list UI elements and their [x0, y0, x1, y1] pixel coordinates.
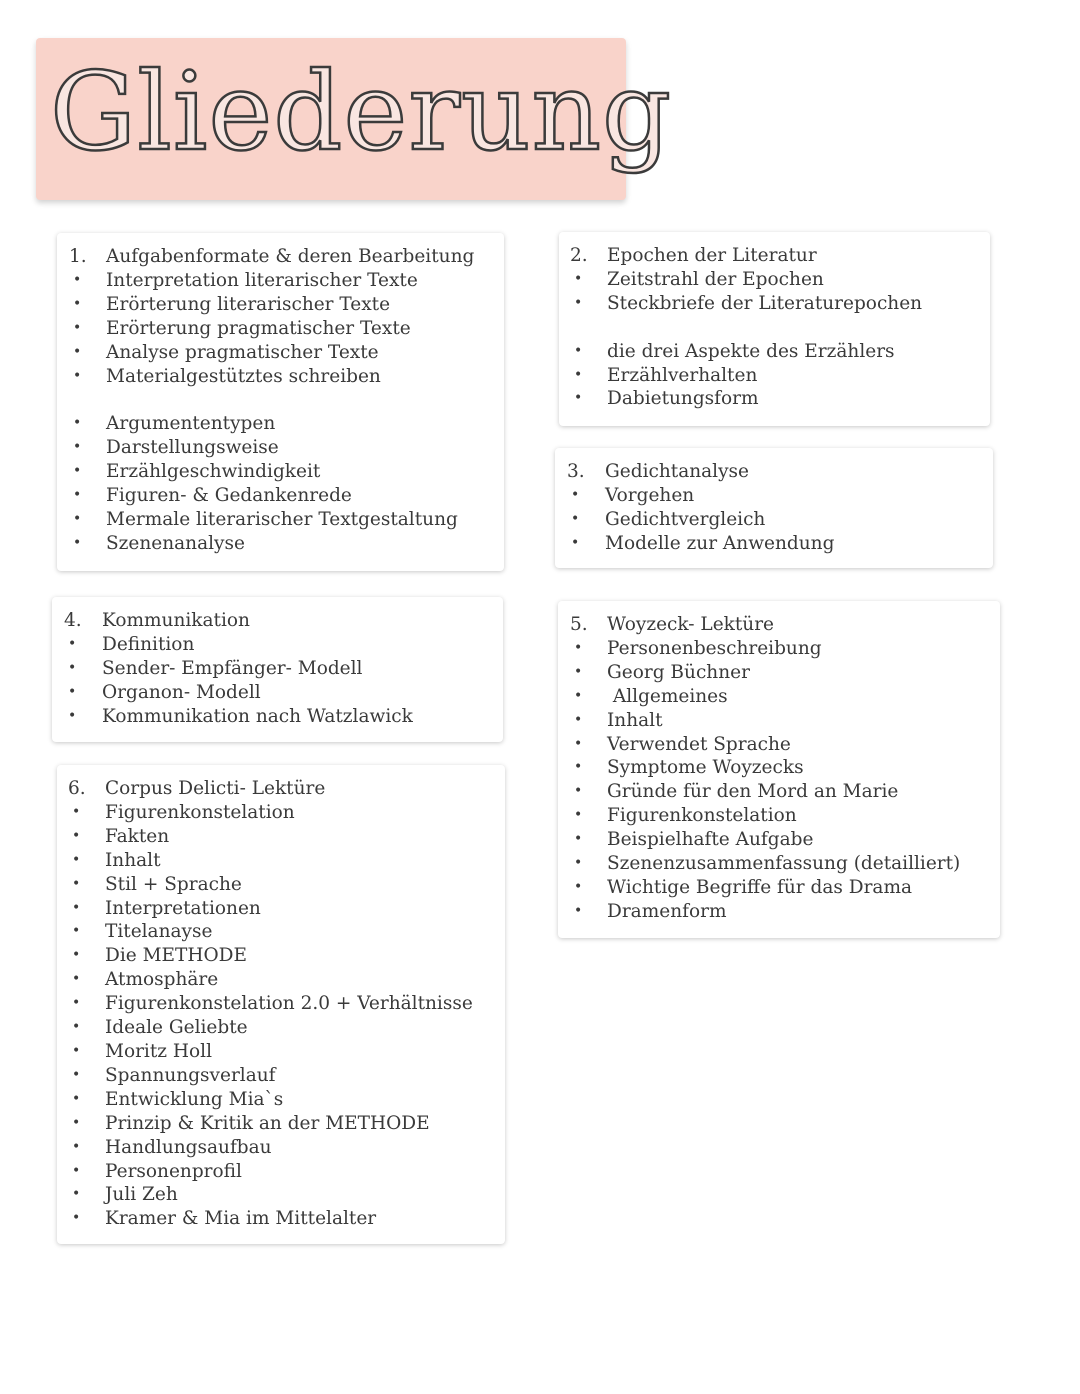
- bullet-icon: •: [574, 855, 583, 872]
- list-item-label: Szenenzusammenfassung (detailliert): [607, 853, 961, 875]
- section-number: 6.: [68, 778, 86, 799]
- bullet-icon: •: [571, 510, 580, 527]
- list-item-label: Materialgestütztes schreiben: [106, 365, 381, 387]
- section-card-3: [555, 448, 993, 568]
- list-item-label: Moritz Holl: [105, 1040, 213, 1062]
- bullet-icon: •: [73, 439, 82, 456]
- list-item-label: Analyse pragmatischer Texte: [106, 341, 379, 363]
- list-item-label: Erzählgeschwindigkeit: [106, 461, 321, 483]
- section-card-2: [559, 232, 990, 426]
- list-item: [68, 968, 505, 992]
- bullet-icon: •: [574, 390, 583, 407]
- list-item-label: die drei Aspekte des Erzählers: [607, 340, 895, 362]
- list-item: [570, 637, 1000, 661]
- list-item: [570, 268, 990, 292]
- topic-list: [570, 268, 990, 411]
- list-item-label: Interpretationen: [105, 897, 261, 919]
- section-heading: [69, 245, 504, 269]
- list-item: [69, 269, 504, 293]
- section-number: 5.: [570, 614, 588, 635]
- list-item: [570, 804, 1000, 828]
- list-item: [69, 436, 504, 460]
- bullet-icon: •: [72, 1019, 81, 1036]
- list-item-label: Gründe für den Mord an Marie: [607, 781, 899, 803]
- list-item-label: Gedichtvergleich: [605, 508, 766, 530]
- list-item: [68, 944, 505, 968]
- section-card-5: [558, 601, 1000, 938]
- list-item: [64, 705, 503, 729]
- section-title: Epochen der Literatur: [607, 245, 817, 266]
- bullet-icon: •: [72, 1138, 81, 1155]
- bullet-icon: •: [72, 971, 81, 988]
- list-item: [68, 1207, 505, 1231]
- list-item: [68, 1183, 505, 1207]
- bullet-icon: •: [72, 995, 81, 1012]
- topic-list: [69, 269, 504, 556]
- bullet-icon: •: [68, 659, 77, 676]
- section-number: 2.: [570, 245, 588, 266]
- bullet-icon: •: [574, 783, 583, 800]
- bullet-icon: •: [73, 487, 82, 504]
- topic-list: [570, 637, 1000, 924]
- bullet-icon: •: [574, 663, 583, 680]
- bullet-icon: •: [72, 947, 81, 964]
- section-card-1: [57, 233, 504, 571]
- list-item: [68, 897, 505, 921]
- list-item-label: Wichtige Begriffe für das Drama: [607, 876, 913, 898]
- bullet-icon: •: [73, 295, 82, 312]
- bullet-icon: •: [574, 687, 583, 704]
- bullet-icon: •: [574, 342, 583, 359]
- list-item: [68, 873, 505, 897]
- bullet-icon: •: [574, 639, 583, 656]
- list-item-label: Figurenkonstelation: [607, 805, 797, 827]
- list-item-label: Dramenform: [607, 900, 727, 922]
- list-item: [68, 1040, 505, 1064]
- bullet-icon: •: [68, 707, 77, 724]
- list-item-label: Figurenkonstelation 2.0 + Verhältnisse: [105, 993, 473, 1015]
- list-item-label: Ideale Geliebte: [105, 1017, 248, 1039]
- section-heading: [570, 244, 990, 268]
- list-item-label: Juli Zeh: [105, 1184, 178, 1206]
- list-item-label: Vorgehen: [605, 484, 695, 506]
- list-item: [68, 1016, 505, 1040]
- list-item: [69, 412, 504, 436]
- list-item: [69, 293, 504, 317]
- list-item: [64, 633, 503, 657]
- bullet-icon: •: [574, 759, 583, 776]
- list-item: [68, 1112, 505, 1136]
- bullet-icon: •: [72, 1210, 81, 1227]
- list-item-label: Kommunikation nach Watzlawick: [102, 705, 413, 727]
- bullet-icon: •: [72, 827, 81, 844]
- list-item: [69, 341, 504, 365]
- list-item: [567, 508, 993, 532]
- bullet-icon: •: [72, 803, 81, 820]
- list-item: [69, 460, 504, 484]
- bullet-icon: •: [73, 367, 82, 384]
- bullet-icon: •: [72, 1090, 81, 1107]
- list-item-label: Organon- Modell: [102, 681, 261, 703]
- bullet-icon: •: [73, 463, 82, 480]
- bullet-icon: •: [574, 878, 583, 895]
- bullet-icon: •: [574, 366, 583, 383]
- section-heading: [570, 613, 1000, 637]
- list-item: [567, 484, 993, 508]
- list-item: [68, 920, 505, 944]
- bullet-icon: •: [72, 1042, 81, 1059]
- list-item-label: Erörterung literarischer Texte: [106, 293, 391, 315]
- section-heading: [68, 777, 505, 801]
- list-item-label: Figurenkonstelation: [105, 801, 295, 823]
- list-item: [64, 681, 503, 705]
- topic-list: [567, 484, 993, 556]
- list-item: [570, 709, 1000, 733]
- list-item-label: Personenbeschreibung: [607, 637, 822, 659]
- list-item-label: Modelle zur Anwendung: [605, 532, 835, 554]
- topic-list: [64, 633, 503, 729]
- section-card-6: [57, 765, 505, 1244]
- list-item-label: Entwicklung Mia`s: [105, 1088, 284, 1110]
- list-item-label: Die METHODE: [105, 945, 248, 967]
- bullet-icon: •: [73, 319, 82, 336]
- list-item: [68, 992, 505, 1016]
- bullet-icon: •: [574, 711, 583, 728]
- section-heading: [64, 609, 503, 633]
- bullet-icon: •: [73, 343, 82, 360]
- section-title: Kommunikation: [102, 610, 250, 631]
- list-item: [570, 340, 990, 364]
- section-number: 3.: [567, 461, 585, 482]
- list-item-label: Sender- Empfänger- Modell: [102, 657, 363, 679]
- list-item-label: Definition: [102, 633, 195, 655]
- list-item-label: Inhalt: [607, 709, 663, 731]
- list-item: [69, 484, 504, 508]
- title-banner: [36, 38, 673, 200]
- list-item: [570, 292, 990, 316]
- bullet-icon: •: [72, 1114, 81, 1131]
- list-item-label: Personenprofil: [105, 1160, 242, 1182]
- list-item-label: Fakten: [105, 825, 170, 847]
- bullet-icon: •: [574, 902, 583, 919]
- list-item: [68, 1088, 505, 1112]
- bullet-icon: •: [72, 1162, 81, 1179]
- bullet-icon: •: [574, 807, 583, 824]
- list-item-label: Beispielhafte Aufgabe: [607, 829, 814, 851]
- list-item-label: Stil + Sprache: [105, 873, 242, 895]
- list-item: [570, 900, 1000, 924]
- list-item: [68, 1160, 505, 1184]
- list-item-label: Kramer & Mia im Mittelalter: [105, 1208, 377, 1230]
- list-item-label: Steckbriefe der Literaturepochen: [607, 292, 923, 314]
- list-item-label: Szenenanalyse: [106, 532, 245, 554]
- list-item: [570, 852, 1000, 876]
- bullet-icon: •: [571, 534, 580, 551]
- list-item-label: Erzählverhalten: [607, 364, 758, 386]
- list-item: [69, 532, 504, 556]
- list-item-label: Erörterung pragmatischer Texte: [106, 317, 411, 339]
- list-item-label: Zeitstrahl der Epochen: [607, 268, 824, 290]
- topic-list: [68, 801, 505, 1231]
- list-item: [570, 387, 990, 411]
- list-item-label: Mermale literarischer Textgestaltung: [106, 508, 458, 530]
- list-item: [68, 825, 505, 849]
- list-item: [570, 876, 1000, 900]
- list-item-label: Verwendet Sprache: [607, 733, 791, 755]
- bullet-icon: •: [574, 831, 583, 848]
- list-item: [69, 317, 504, 341]
- section-heading: [567, 460, 993, 484]
- list-item: [567, 532, 993, 556]
- bullet-icon: •: [68, 683, 77, 700]
- bullet-icon: •: [72, 875, 81, 892]
- bullet-icon: •: [574, 735, 583, 752]
- section-title: Aufgabenformate & deren Bearbeitung: [106, 246, 475, 267]
- list-item: [570, 780, 1000, 804]
- list-item-label: Spannungsverlauf: [105, 1064, 276, 1086]
- list-item: [68, 849, 505, 873]
- section-title: Corpus Delicti- Lektüre: [105, 778, 326, 799]
- list-item-label: Darstellungsweise: [106, 437, 279, 459]
- bullet-icon: •: [574, 270, 583, 287]
- list-item-label: Dabietungsform: [607, 388, 759, 410]
- list-item-label: Handlungsaufbau: [105, 1136, 272, 1158]
- list-item: [570, 364, 990, 388]
- bullet-icon: •: [72, 851, 81, 868]
- list-item-label: Titelanayse: [105, 921, 213, 943]
- list-item: [69, 508, 504, 532]
- list-item-label: Inhalt: [105, 849, 161, 871]
- list-item: [69, 365, 504, 389]
- bullet-icon: •: [68, 635, 77, 652]
- section-number: 1.: [69, 246, 87, 267]
- list-item-label: Symptome Woyzecks: [607, 757, 804, 779]
- list-item-label: Interpretation literarischer Texte: [106, 269, 418, 291]
- list-item-label: Argumententypen: [106, 413, 276, 435]
- bullet-icon: •: [73, 510, 82, 527]
- list-item: [570, 756, 1000, 780]
- bullet-icon: •: [574, 294, 583, 311]
- bullet-icon: •: [73, 534, 82, 551]
- group-spacer: [570, 316, 990, 340]
- bullet-icon: •: [73, 271, 82, 288]
- list-item: [570, 733, 1000, 757]
- bullet-icon: •: [72, 1186, 81, 1203]
- section-title: Woyzeck- Lektüre: [607, 614, 775, 635]
- list-item: [570, 661, 1000, 685]
- list-item: [64, 657, 503, 681]
- list-item: [68, 1136, 505, 1160]
- list-item: [68, 801, 505, 825]
- bullet-icon: •: [72, 899, 81, 916]
- list-item-label: Figuren- & Gedankenrede: [106, 485, 352, 507]
- section-title: Gedichtanalyse: [605, 461, 749, 482]
- bullet-icon: •: [72, 923, 81, 940]
- list-item: [570, 685, 1000, 709]
- list-item-label: Allgemeines: [607, 685, 728, 707]
- bullet-icon: •: [73, 415, 82, 432]
- list-item-label: Prinzip & Kritik an der METHODE: [105, 1112, 430, 1134]
- list-item: [570, 828, 1000, 852]
- page-title: Gliederung: [50, 50, 673, 175]
- group-spacer: [69, 388, 504, 412]
- list-item-label: Atmosphäre: [105, 969, 219, 991]
- list-item: [68, 1064, 505, 1088]
- section-card-4: [52, 597, 503, 742]
- bullet-icon: •: [571, 486, 580, 503]
- section-number: 4.: [64, 610, 82, 631]
- list-item-label: Georg Büchner: [607, 661, 750, 683]
- bullet-icon: •: [72, 1066, 81, 1083]
